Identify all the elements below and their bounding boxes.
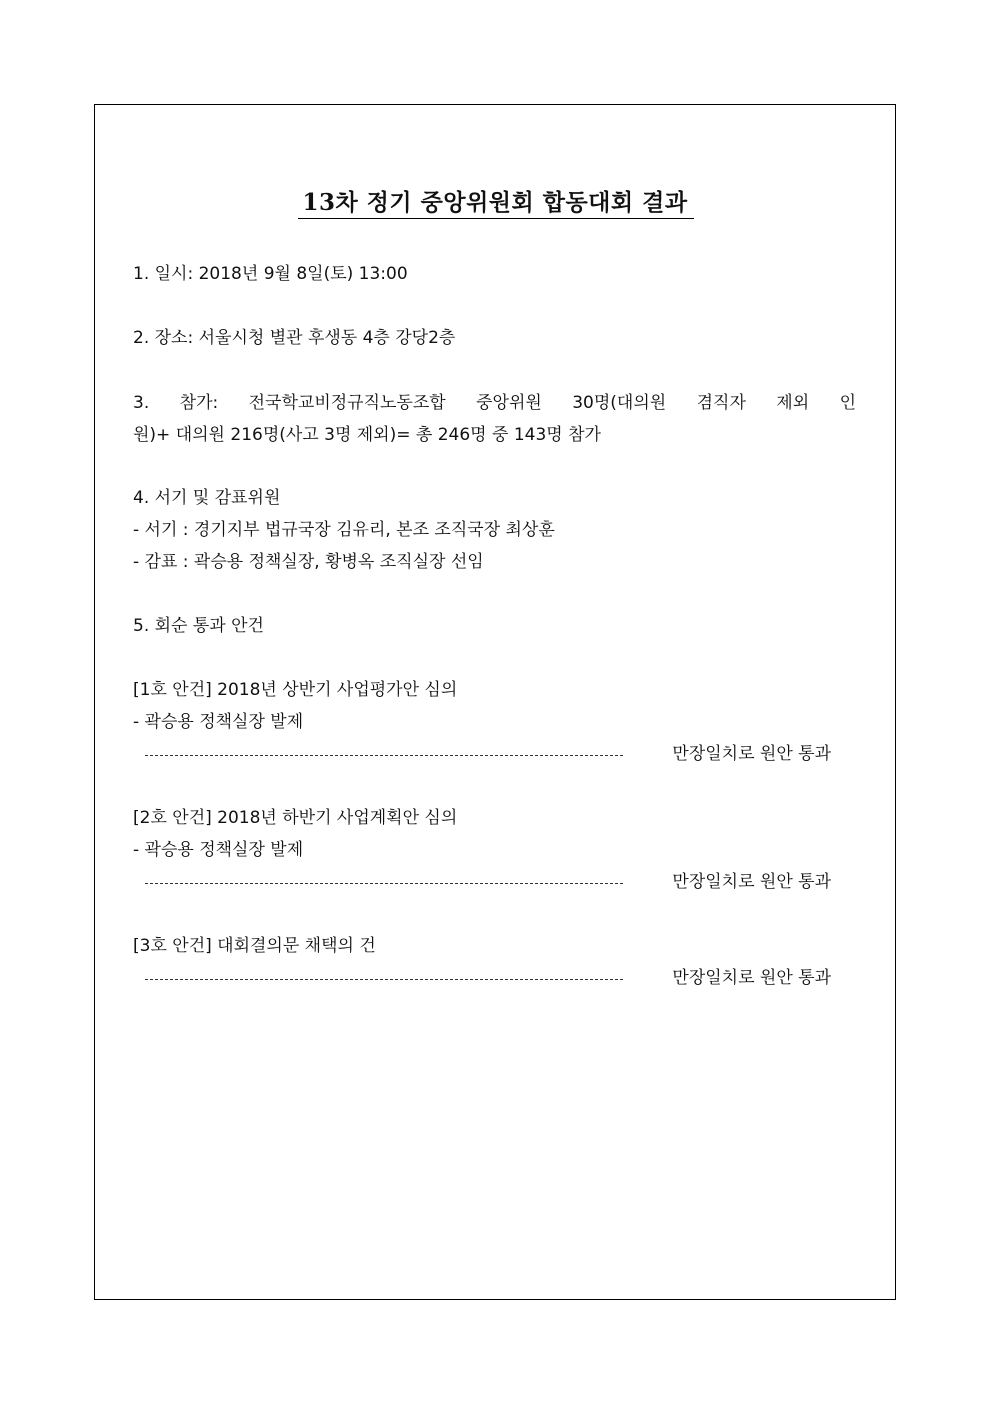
agenda-2-presenter: - 곽승용 정책실장 발제 bbox=[133, 840, 304, 860]
document-title-text: 13차 정기 중앙위원회 합동대회 결과 bbox=[298, 189, 693, 219]
agenda-3-result-text: 만장일치로 원안 통과 bbox=[672, 968, 831, 988]
agenda-3-title: [3호 안건] 대회결의문 채택의 건 bbox=[133, 936, 376, 956]
item-place: 2. 장소: 서울시청 별관 후생동 4층 강당2층 bbox=[133, 328, 456, 348]
agenda-2-result bbox=[145, 872, 831, 892]
dashed-leader bbox=[145, 883, 623, 884]
agenda-2-title: [2호 안건] 2018년 하반기 사업계획안 심의 bbox=[133, 808, 458, 828]
dashed-leader bbox=[145, 755, 623, 756]
item-participants-line2: 원)+ 대의원 216명(사고 3명 제외)= 총 246명 중 143명 참가 bbox=[133, 425, 601, 445]
agenda-1-result bbox=[145, 744, 831, 764]
item-participants-line1: 3. 참가: 전국학교비정규직노동조합 중앙위원 30명(대의원 겸직자 제외 인 bbox=[133, 393, 856, 413]
agenda-1-presenter: - 곽승용 정책실장 발제 bbox=[133, 712, 304, 732]
agenda-3-result bbox=[145, 968, 831, 988]
item-officers-secretary: - 서기 : 경기지부 법규국장 김유리, 본조 조직국장 최상훈 bbox=[133, 520, 555, 540]
document-title bbox=[0, 184, 992, 217]
agenda-2-result-text: 만장일치로 원안 통과 bbox=[672, 872, 831, 892]
item-officers-heading: 4. 서기 및 감표위원 bbox=[133, 488, 281, 508]
item-date: 1. 일시: 2018년 9월 8일(토) 13:00 bbox=[133, 264, 408, 284]
agenda-1-result-text: 만장일치로 원안 통과 bbox=[672, 744, 831, 764]
item-agenda-heading: 5. 회순 통과 안건 bbox=[133, 616, 264, 636]
agenda-1-title: [1호 안건] 2018년 상반기 사업평가안 심의 bbox=[133, 680, 458, 700]
item-officers-tellers: - 감표 : 곽승용 정책실장, 황병옥 조직실장 선임 bbox=[133, 552, 484, 572]
dashed-leader bbox=[145, 979, 623, 980]
